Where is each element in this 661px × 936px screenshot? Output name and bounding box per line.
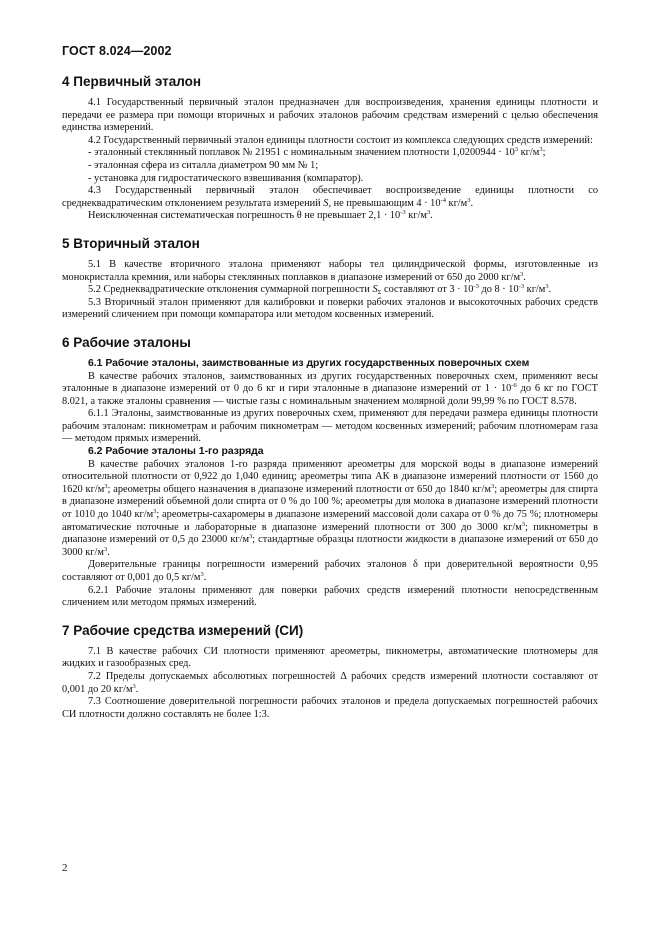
paragraph-5-2: 5.2 Среднеквадратические отклонения суммарной погрешности $S_\Sigma$ составляют от $3 \cdot 10^{-3}$ до $8 \cdot 10^{-3}$ $кг/м^3$. [88, 283, 552, 297]
list-item-sphere: - эталонная сфера из ситалла диаметром 90 мм № 1; [88, 159, 319, 171]
section-6-title: 6 Рабочие эталоны [62, 334, 191, 350]
paragraph-7-2: 7.2 Пределы допускаемых абсолютных погрешностей Δ рабочих средств измерений плотности составляют от 0,001 до 20 $кг/м^3$. [62, 670, 598, 695]
section-7-title: 7 Рабочие средства измерений (СИ) [62, 622, 304, 638]
section-6 [62, 335, 598, 610]
section-4 [62, 74, 598, 223]
section-4-title: 4 Первичный эталон [62, 74, 202, 89]
paragraph-6-2: В качестве рабочих эталонов 1-го разряда применяют ареометры для морской воды в диапазоне измерений относительной плотности от 0,922 до 1,040 единиц; ареометры типа АК в диапазоне измерений плотности от 1560 до 1620 $кг/м^3$; ареометры общего назначения в диапазоне измерений плотности от 650 до 1840 $кг/м^3$; ареометры для спирта в диапазоне измерений объемной доли спирта от 0 % до 100 %; ареометры для молока в диапазоне измерений плотности от 1010 до 1040 $кг/м^3$; ареометры-сахаромеры в диапазоне измерений массовой доли сахара от 0 % до 75 %; плотномеры автоматические поточные и лабораторные в диапазоне измерений плотности от 300 до 3000 $кг/м^3$; пикнометры в диапазоне измерений от 0,5 до 23000 $кг/м^3$; стандартные образцы плотности жидкости в диапазоне измерений от 650 до 3000 $кг/м^3$. [62, 458, 599, 558]
running-header: ГОСТ 8.024—2002 [62, 44, 172, 58]
section-5 [62, 236, 598, 322]
subsection-6-1-title: 6.1 Рабочие эталоны, заимствованные из других государственных поверочных схем [88, 357, 530, 369]
paragraph-5-1: 5.1 В качестве вторичного эталона применяют наборы тел цилиндрической формы, изготовленные из монокристалла кремния, или наборы стеклянных поплавков в диапазоне измерений от 650 до 2000 $кг/м^3$. [62, 258, 598, 283]
section-7 [62, 623, 598, 722]
paragraph-4-3: 4.3 Государственный первичный эталон обеспечивает воспроизведение единицы плотности со среднеквадратическим отклонением результата измерений S, не превышающим $4 \cdot 10^{-4}$ $кг/м^3$. [62, 185, 598, 209]
page-content [62, 74, 598, 721]
paragraph-7-3: 7.3 Соотношение доверительной погрешности рабочих эталонов и предела допускаемых погрешностей рабочих СИ плотности должно составлять не более 1:3. [62, 696, 598, 720]
list-item-comparator: - установка для гидростатического взвешивания (компаратор). [88, 172, 364, 184]
paragraph-6-2-1: 6.2.1 Рабочие эталоны применяют для поверки рабочих средств измерений плотности непосредственным сличением или методом прямых измерений. [62, 584, 598, 609]
list-item-float: - эталонный стеклянный поплавок № 21951 с номинальным значением плотности $1,0200944 \cdot 10^3$ $кг/м^3$; [88, 146, 546, 159]
paragraph-4-2: 4.2 Государственный первичный эталон единицы плотности состоит из комплекса следующих средств измерений: [88, 134, 593, 146]
paragraph-systematic-error: Неисключенная систематическая погрешность θ не превышает $2,1 \cdot 10^{-3}$ $кг/м^3$. [88, 209, 433, 222]
paragraph-6-1: В качестве рабочих эталонов, заимствованных из других государственных поверочных схем, применяют весы эталонные в диапазоне измерений от 0 до 6 кг и гири эталонные в диапазоне измерений от $1 \cdot 10^{-6}$ до 6 кг по ГОСТ 8.021, а также эталоны сравнения — чистые газы с номинальным значением молярной доли 99,99 % по ГОСТ 8.578. [62, 370, 598, 407]
paragraph-5-3: 5.3 Вторичный эталон применяют для калибровки и поверки рабочих эталонов и высокоточных рабочих средств измерений сличением при помощи компаратора или методом косвенных измерений. [62, 296, 598, 321]
paragraph-4-1: 4.1 Государственный первичный эталон предназначен для воспроизведения, хранения единицы плотности и передачи ее размера при помощи вторичных и рабочих эталонов рабочим средствам измерений с целью обеспечения единства измерений. [62, 97, 598, 134]
paragraph-confidence-bounds: Доверительные границы погрешности измерений рабочих эталонов δ при доверительной вероятности 0,95 составляют от 0,001 до 0,5 $кг/м^3$. [62, 559, 598, 583]
section-5-title: 5 Вторичный эталон [62, 235, 200, 251]
paragraph-7-1: 7.1 В качестве рабочих СИ плотности применяют ареометры, пикнометры, автоматические плотномеры для жидких и газообразных сред. [62, 645, 598, 670]
subsection-6-2-title: 6.2 Рабочие эталоны 1-го разряда [88, 446, 264, 458]
page-number: 2 [62, 862, 68, 874]
paragraph-6-1-1: 6.1.1 Эталоны, заимствованные из других поверочных схем, применяют для передачи размера единицы плотности рабочим эталонам: пикнометрам и рабочим пикнометрам — методом косвенных измерений; рабочим плотномерам газа — методом прямых измерений. [62, 408, 598, 445]
